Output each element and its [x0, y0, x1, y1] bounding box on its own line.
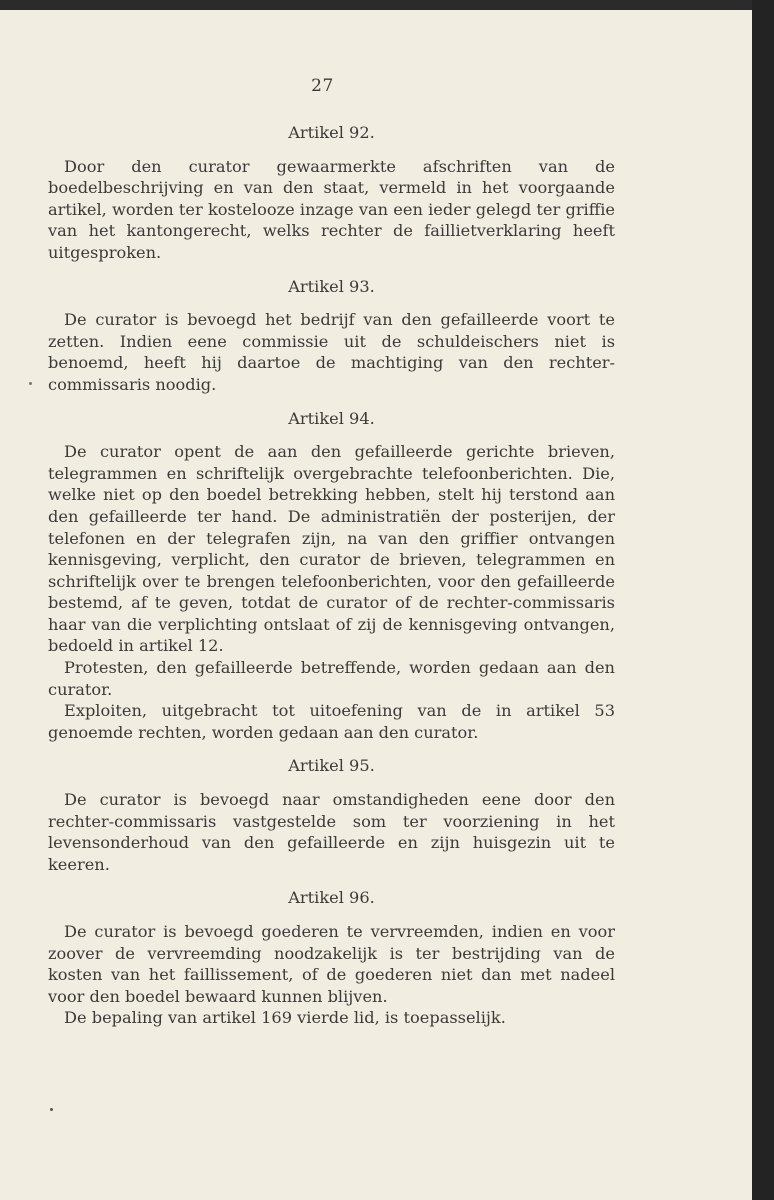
- article-paragraph: Door den curator gewaarmerkte afschriften van de boedelbeschrijving en van den staat, vermeld in het voorgaande artikel, worden ter kostelooze inzage van een ieder gelegd ter griffie van het kantongerecht, welks rechter de faillietverklaring heeft uitgesproken.: [48, 156, 615, 262]
- article-paragraph: De bepaling van artikel 169 vierde lid, is toepasselijk.: [64, 1008, 506, 1028]
- article-heading: Artikel 94.: [288, 408, 375, 428]
- article-paragraph: De curator is bevoegd naar omstandigheden eene door den rechter-commissaris vastgestelde som ter voorziening in het levensonderhoud van den gefailleerde en zijn huisgezin uit te keeren.: [48, 790, 615, 874]
- article-paragraph: Protesten, den gefailleerde betreffende, worden gedaan aan den curator.: [48, 658, 615, 699]
- page-number: 27: [311, 76, 334, 96]
- article-heading: Artikel 96.: [288, 888, 375, 908]
- scan-border: [752, 0, 774, 1200]
- document-page: [0, 10, 752, 1200]
- article-paragraph: De curator opent de aan den gefailleerde gerichte brieven, telegrammen en schriftelijk overgebrachte telefoonberichten. Die, welke niet op den boedel betrekking hebben, stelt hij terstond aan den gefailleerde ter hand. De administratiën der posterijen, der telefonen en der telegrafen zijn, na van den griffier ontvangen kennisgeving, verplicht, den curator de brieven, telegrammen en schriftelijk over te brengen telefoonberichten, voor den gefailleerde bestemd, af te geven, totdat de curator of de rechter-commissaris haar van die verplichting ontslaat of zij de kennisgeving ontvangen, bedoeld in artikel 12.: [48, 442, 615, 656]
- article-paragraph: De curator is bevoegd het bedrijf van den gefailleerde voort te zetten. Indien eene commissie uit de schuldeischers niet is benoemd, heeft hij daartoe de machtiging van den rechter-commissaris noodig.: [48, 310, 615, 394]
- ink-speck: [29, 382, 32, 385]
- article-heading: Artikel 95.: [288, 756, 375, 776]
- text-body: [48, 122, 615, 1029]
- ink-speck: [50, 1108, 53, 1111]
- article-paragraph: Exploiten, uitgebracht tot uitoefening van de in artikel 53 genoemde rechten, worden gedaan aan den curator.: [48, 701, 615, 742]
- article-heading: Artikel 92.: [288, 123, 375, 142]
- article-heading: Artikel 93.: [288, 276, 375, 296]
- article-paragraph: De curator is bevoegd goederen te vervreemden, indien en voor zoover de vervreemding noodzakelijk is ter bestrijding van de kosten van het faillissement, of de goederen niet dan met nadeel voor den boedel bewaard kunnen blijven.: [48, 922, 615, 1006]
